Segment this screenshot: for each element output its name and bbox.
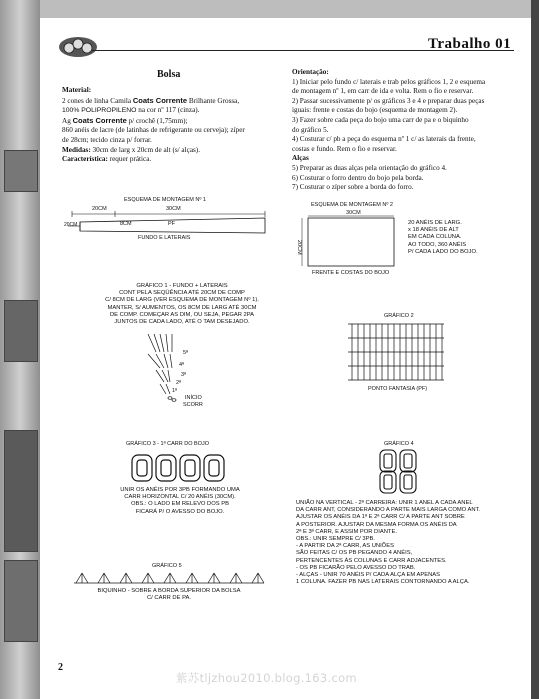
grafico5-text: BIQUINHO - SOBRE A BORDA SUPERIOR DA BOLSA C/ CARR DE PA. bbox=[97, 588, 241, 602]
grafico1-row4-label: 4ª bbox=[179, 362, 185, 368]
grafico2-title: GRÁFICO 2 bbox=[384, 313, 414, 319]
grafico1-row5-label: 5ª bbox=[183, 350, 189, 356]
esquema1-pf: PF bbox=[168, 221, 176, 227]
section-title: Trabalho 01 bbox=[428, 36, 512, 52]
right-edge-strip bbox=[531, 0, 539, 699]
strip-thumbnail bbox=[4, 150, 38, 192]
instructions-block: Orientação: 1) Iniciar pelo fundo c/ laterais e trab pelos gráficos 1, 2 e esquema de montagem nº 1, em carr de ida e volta. Rem o fio e reservar. 2) Passar sucessivamente p/ os gráficos 3 e 4 e preparar duas peças iguais: frente e costas do bojo (esquema de montagem 2). 3) Fazer sobre cada peça do bojo uma carr de pa e o biquinho do gráfico 5. 4) Costurar c/ pb a peça do esquema nº 1 c/ as laterais da frente, costas e fundo. Rem o fio e reservar. Alças 5) Preparar as duas alças pela orientação do gráfico 4. 6) Costurar o forro dentro do bojo pela borda. 7) Costurar o zíper sobre a borda do forro. bbox=[292, 68, 486, 192]
top-edge-strip bbox=[40, 0, 539, 18]
grafico4-text: UNIÃO NA VERTICAL - 2ª CARREIRA: UNIR 1 ANEL A CADA ANEL DA CARR ANT, CONSIDERANDO A PARTE MAIS LARGA COMO ANT. AJUSTAR OS ANÉIS DA 1ª E 2ª CARR C/ A PARTE ANT SOBRE A POSTERIOR. AJUSTAR DA MESMA FORMA OS ANÉIS DA 2ª E 3ª CARR, E ASSIM POR DIANTE. OBS.: UNIR SEMPRE C/ 3PB. - A PARTIR DA 2ª CARR, AS UNIÕES SÃO FEITAS C/ OS PB PEGANDO 4 ANÉIS, PERTENCENTES ÀS COLUNAS E CARR ADJACENTES. - OS PB FICARÃO PELO AVESSO DO TRAB. - ALÇAS - UNIR 70 ANÉIS P/ CADA ALÇA EM APENAS 1 COLUNA. FAZER PB NAS LATERAIS CONTORNANDO A ALÇA. bbox=[296, 500, 481, 586]
esquema2-caption: FRENTE E COSTAS DO BOJO bbox=[312, 270, 390, 276]
left-photo-strip bbox=[0, 0, 40, 699]
page-number: 2 bbox=[58, 662, 63, 673]
grafico5-title: GRÁFICO 5 bbox=[152, 563, 182, 569]
grafico5-picot-chart bbox=[74, 571, 264, 585]
grafico3-text: UNIR OS ANÉIS POR 3PB FORMANDO UMA CARR HORIZONTAL C/ 20 ANÉIS (30CM). OBS.: O LADO EM RELEVO DOS PB FICARÁ P/ O AVESSO DO BOJO. bbox=[120, 487, 240, 515]
esquema2-dim-30: 30CM bbox=[346, 210, 361, 216]
esquema2-dim-20: 20CM bbox=[296, 240, 302, 255]
grafico1-text: GRÁFICO 1 - FUNDO + LATERAIS CONT PELA SEQÜÊNCIA ATÉ 20CM DE COMP C/ 8CM DE LARG (VER ESQUEMA DE MONTAGEM Nº 1). MANTER, S/ AUMENTOS, OS 8CM DE LARG ATÉ 30CM DE COMP. COMEÇAR AS DIM, OU SEJA, PEGAR 2PA JUNTOS DE CADA LADO, ATÉ O TAM DESEJADO. bbox=[105, 283, 259, 326]
grafico1-start-label: INÍCIO bbox=[185, 395, 202, 401]
strip-thumbnail bbox=[4, 430, 38, 552]
grafico2-caption: PONTO FANTASIA (PF) bbox=[368, 386, 428, 392]
grafico1-row2-label: 2ª bbox=[176, 380, 182, 386]
esquema1-dim-8: 8CM bbox=[120, 221, 132, 227]
esquema1-dim-20-right: 20CM bbox=[64, 222, 78, 228]
grafico2-crochet-chart bbox=[348, 322, 448, 384]
esquema1-diagram bbox=[60, 204, 270, 240]
esquema2-note: 20 ANÉIS DE LARG. x 18 ANÉIS DE ALT EM CADA COLUNA. AO TODO, 360 ANÉIS P/ CADA LADO DO BOJO. bbox=[408, 220, 478, 255]
yarn-balls-logo-icon bbox=[58, 34, 98, 58]
grafico4-title: GRÁFICO 4 bbox=[384, 441, 414, 447]
article-title: Bolsa bbox=[157, 69, 181, 80]
grafico3-title: GRÁFICO 3 - 1ª CARR DO BOJO bbox=[126, 441, 210, 447]
material-heading: Material: bbox=[62, 86, 92, 94]
esquema1-dim-20-left: 20CM bbox=[92, 206, 107, 212]
grafico4-ring-column bbox=[378, 449, 418, 495]
watermark: 紫苏tljzhou2010.blog.163.com bbox=[176, 671, 357, 685]
material-block: Material: 2 cones de linha Camila Coats Corrente Brilhante Grossa, 100% POLIPROPILENO na cor nº 117 (cinza). Ag Coats Corrente p/ crochê (1,75mm); 860 anéis de lacre (de latinhas de refrigerante ou cerveja); zíper de 28cm; tecido cinza p/ forrar. Medidas: 30cm de larg x 20cm de alt (s/ alças). Característica: requer prática. bbox=[62, 86, 245, 164]
esquema2-rectangle bbox=[298, 216, 398, 268]
grafico3-ring-row bbox=[130, 452, 230, 484]
esquema1-title: ESQUEMA DE MONTAGEM Nº 1 bbox=[124, 197, 206, 203]
strip-thumbnail bbox=[4, 300, 38, 362]
strip-thumbnail bbox=[4, 560, 38, 642]
esquema1-dim-30: 30CM bbox=[166, 206, 181, 212]
esquema2-title: ESQUEMA DE MONTAGEM Nº 2 bbox=[311, 202, 393, 208]
esquema1-caption: FUNDO E LATERAIS bbox=[138, 235, 191, 241]
grafico1-row3-label: 3ª bbox=[181, 372, 187, 378]
grafico1-scorr-label: SCORR bbox=[183, 402, 203, 408]
grafico1-row1-label: 1ª bbox=[172, 388, 178, 394]
